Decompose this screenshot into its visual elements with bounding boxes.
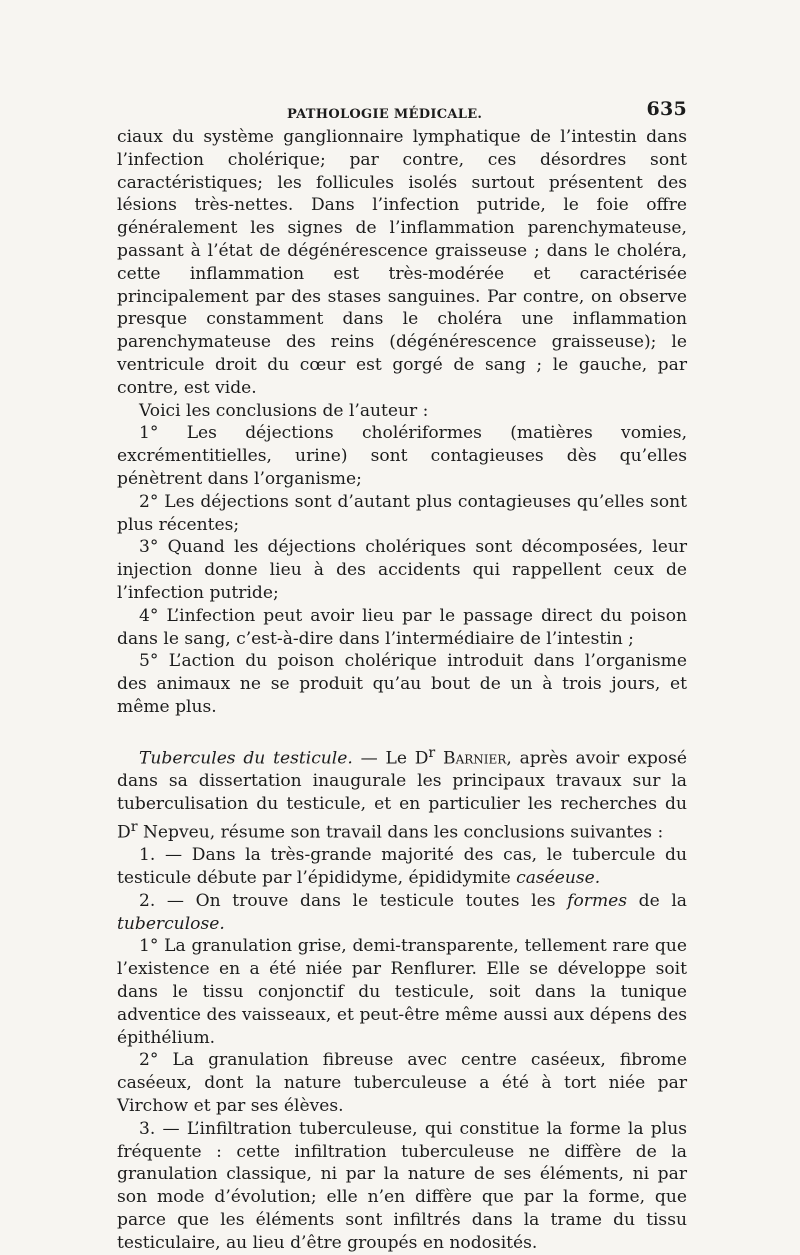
item-2: 2. — On trouve dans le testicule toutes les formes de la tuberculose. xyxy=(117,890,688,934)
section-lead: Tubercules du testicule. — Le $D^r$ Barnier, après avoir exposé dans sa dissertation inaugurale les principaux travaux sur la tuberculisation du testicule, et en particulier les recherches du $D^r$ Nepveu, résume son travail dans les conclusions suivantes : xyxy=(117,744,687,843)
section-heading: Tubercules du testicule. xyxy=(139,748,353,769)
conclusion-1: 1° Les déjections cholériformes (matières vomies, excrémentitielles, urine) sont contagieuses dès qu’elles pénètrent dans l’organisme; xyxy=(117,423,687,489)
conclusion-3: 3° Quand les déjections cholériques sont décomposées, leur injection donne lieu à des accidents qui rappellent ceux de l’infection putride; xyxy=(117,537,687,603)
item-2-sub-2: 2° La granulation fibreuse avec centre caséeux, fibrome caséeux, dont la nature tuberculeuse a été à tort niée par Virchow et par ses élèves. xyxy=(117,1050,687,1117)
item-1: 1. — Dans la très-grande majorité des cas, le tubercule du testicule débute par l’épididyme, épididymite caséeuse. xyxy=(117,845,687,889)
item-2-sub-1: 1° La granulation grise, demi-transparente, tellement rare que l’existence en a été niée par Renflurer. Elle se développe soit dans le tissu conjonctif du testicule, soit dans la tunique adventice des vaisseaux, et peut-être même aussi aux dépens des épithélium. xyxy=(117,936,687,1048)
running-header xyxy=(117,96,687,126)
conclusion-5: 5° L’action du poison cholérique introduit dans l’organisme des animaux ne se produit qu’au bout de un à trois jours, et même plus. xyxy=(117,651,687,717)
author-name: Barnier xyxy=(443,748,507,769)
conclusions-intro: Voici les conclusions de l’auteur : xyxy=(139,400,429,421)
conclusion-4: 4° L’infection peut avoir lieu par le passage direct du poison dans le sang, c’est-à-dire dans l’intermédiaire de l’intestin ; xyxy=(117,605,687,649)
page xyxy=(117,96,687,1255)
page-number: 635 xyxy=(646,98,687,120)
item-3: 3. — L’infiltration tuberculeuse, qui constitue la forme la plus fréquente : cette infiltration tuberculeuse ne diffère de la granulation classique, ni par la nature de ses éléments, ni par son mode d’évolution; elle n’en diffère que par la forme, que parce que les éléments sont infiltrés dans la trame du tissu testiculaire, au lieu d’être groupés en nodosités. xyxy=(117,1118,687,1253)
paragraph-continuation: ciaux du système ganglionnaire lymphatique de l’intestin dans l’infection cholérique; par contre, ces désordres sont caractéristiques; les follicules isolés surtout présentent des lésions très-nettes. Dans l’infection putride, le foie offre généralement les signes de l’inflammation parenchymateuse, passant à l’état de dégénérescence graisseuse ; dans le choléra, cette inflammation est très-modérée et caractérisée principalement par des stases sanguines. Par contre, on observe presque constamment dans le choléra une inflammation parenchymateuse des reins (dégénérescence graisseuse); le ventricule droit du cœur est gorgé de sang ; le gauche, par contre, est vide. xyxy=(117,127,687,398)
section-gap xyxy=(117,719,687,742)
conclusion-2: 2° Les déjections sont d’autant plus contagieuses qu’elles sont plus récentes; xyxy=(117,491,687,535)
header-title: PATHOLOGIE MÉDICALE. xyxy=(287,107,483,122)
